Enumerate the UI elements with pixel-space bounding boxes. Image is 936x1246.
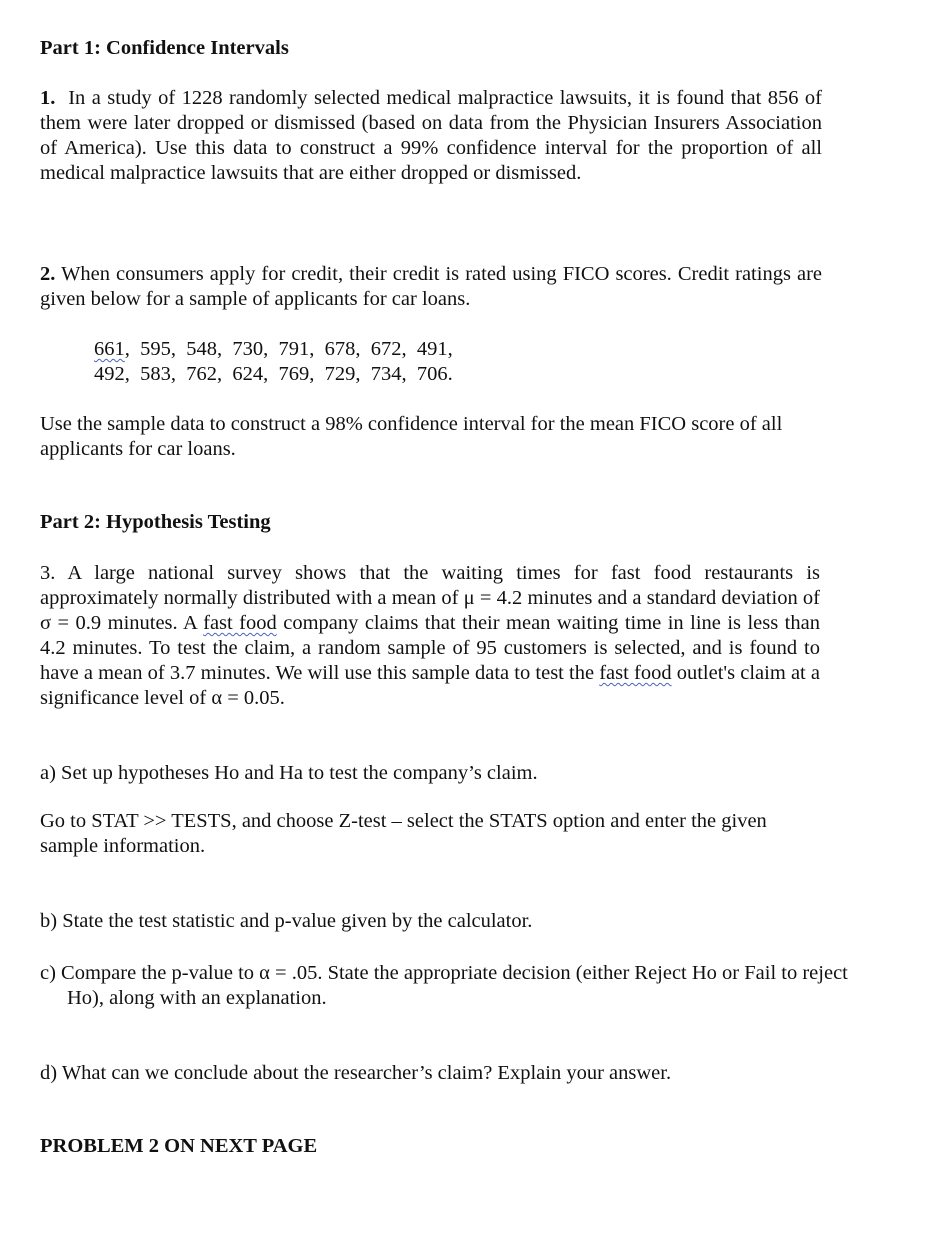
fast-food-link-2: fast food: [599, 662, 672, 684]
fast-food-link-1: fast food: [203, 612, 277, 634]
question-3-text-b: company claims that their mean waiting time in line is less than 4.2 minutes. To test the claim, a random sample of 95 customers is selected, and is found to have a mean of 3.7 minutes. We will use this sample data to test the: [40, 612, 820, 684]
part2-heading: Part 2: Hypothesis Testing: [40, 511, 271, 533]
fico-data-row-1: [94, 337, 594, 362]
question-3-text-a: 3. A large national survey shows that the waiting times for fast food restaurants is approximately normally distributed with a mean of μ = 4.2 minutes and a standard deviation of σ = 0.9 minutes. A: [40, 562, 820, 634]
question-2: [40, 262, 822, 312]
question-1: [40, 86, 822, 186]
fico-data-list: [94, 337, 594, 387]
question-3: [40, 561, 820, 711]
question-1-number: 1.: [40, 87, 56, 109]
fico-data-row-1-rest: , 595, 548, 730, 791, 678, 672, 491,: [124, 338, 453, 360]
calculator-instructions: Go to STAT >> TESTS, and choose Z-test – select the STATS option and enter the given sample information.: [40, 810, 767, 857]
question-1-text: In a study of 1228 randomly selected medical malpractice lawsuits, it is found that 856 of them were later dropped or dismissed (based on data from the Physician Insurers Association of America). Use this data to construct a 99% confidence interval for the proportion of all medical malpractice lawsuits that are either dropped or dismissed.: [40, 87, 822, 184]
fico-data-row-2: 492, 583, 762, 624, 769, 729, 734, 706.: [94, 363, 453, 385]
next-page-notice: PROBLEM 2 ON NEXT PAGE: [40, 1135, 318, 1157]
question-3-part-b: b) State the test statistic and p-value given by the calculator.: [40, 910, 533, 932]
question-2-instruction: Use the sample data to construct a 98% confidence interval for the mean FICO score of all applicants for car loans.: [40, 413, 783, 460]
question-3-part-c: c) Compare the p-value to α = .05. State the appropriate decision (either Reject Ho or Fail to reject Ho), along with an explanation.: [40, 962, 848, 1009]
question-2-text: When consumers apply for credit, their credit is rated using FICO scores. Credit ratings are given below for a sample of applicants for car loans.: [40, 263, 822, 310]
question-3-part-a: a) Set up hypotheses Ho and Ha to test the company’s claim.: [40, 762, 538, 784]
question-3-text-c: outlet's claim at a significance level of α = 0.05.: [40, 662, 820, 709]
question-3-part-d: d) What can we conclude about the researcher’s claim? Explain your answer.: [40, 1062, 672, 1084]
part1-heading: Part 1: Confidence Intervals: [40, 37, 289, 59]
question-2-number: 2.: [40, 263, 56, 285]
fico-first-value: 661: [94, 338, 125, 360]
